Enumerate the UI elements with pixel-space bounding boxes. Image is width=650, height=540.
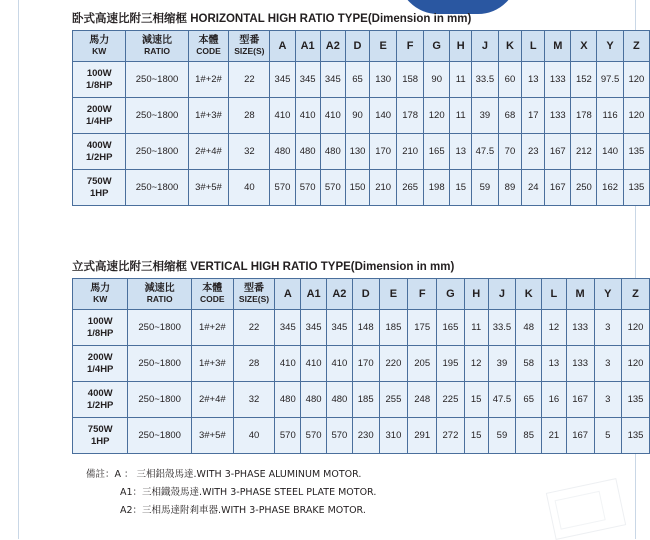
cell-code: 1#+3# (188, 98, 229, 134)
section-vertical-title-cn: 立式高速比附三相缩框 (72, 259, 187, 273)
cell-y: 3 (594, 310, 622, 346)
col-header-size-cn: 型番 (239, 35, 260, 46)
cell-j: 33.5 (472, 62, 498, 98)
col-header-k: K (498, 31, 522, 62)
cell-size: 22 (233, 310, 275, 346)
col-header-m: M (566, 279, 594, 310)
col-header-a2: A2 (327, 279, 353, 310)
cell-z: 135 (623, 170, 649, 206)
cell-l: 12 (542, 310, 567, 346)
cell-a2: 480 (327, 382, 353, 418)
col-header-ratio-cn: 減速比 (144, 283, 175, 294)
cell-z: 120 (623, 98, 649, 134)
cell-kw-watt: 100W (87, 315, 113, 327)
cell-j: 59 (488, 418, 516, 454)
cell-y: 5 (594, 418, 622, 454)
cell-f: 178 (397, 98, 424, 134)
cell-ratio: 250~1800 (128, 346, 192, 382)
cell-size: 40 (233, 418, 275, 454)
cell-kw-hp: 1HP (89, 187, 109, 199)
col-header-code-en: CODE (196, 46, 221, 56)
cell-l: 21 (542, 418, 567, 454)
cell-h: 11 (450, 62, 472, 98)
cell-code: 2#+4# (188, 134, 229, 170)
cell-a2: 570 (327, 418, 353, 454)
section-horizontal-title-en: HORIZONTAL HIGH RATIO TYPE(Dimension in mm) (190, 13, 472, 25)
cell-kw (73, 62, 126, 98)
page-watermark (546, 478, 626, 540)
col-header-g: G (424, 31, 450, 62)
cell-x: 152 (571, 62, 597, 98)
cell-z: 135 (622, 418, 650, 454)
cell-f: 265 (397, 170, 424, 206)
cell-kw (73, 98, 126, 134)
cell-m: 167 (566, 382, 594, 418)
section-vertical-title (72, 258, 650, 278)
cell-kw-hp: 1/4HP (86, 363, 114, 375)
cell-y: 97.5 (597, 62, 623, 98)
cell-h: 15 (464, 418, 488, 454)
cell-a2: 480 (320, 134, 345, 170)
cell-size: 32 (229, 134, 270, 170)
cell-a: 345 (270, 62, 295, 98)
cell-z: 120 (622, 346, 650, 382)
cell-a2: 345 (327, 310, 353, 346)
notes-block (86, 466, 376, 520)
cell-h: 11 (464, 310, 488, 346)
note-line-a2: A2：三相馬達附剎車器.WITH 3-PHASE BRAKE MOTOR. (120, 505, 366, 516)
cell-kw-watt: 750W (86, 175, 112, 187)
table-row (73, 418, 650, 454)
col-header-y: Y (594, 279, 622, 310)
cell-d: 150 (345, 170, 369, 206)
cell-m: 133 (566, 346, 594, 382)
cell-a1: 570 (295, 170, 320, 206)
col-header-a: A (275, 279, 301, 310)
col-header-kw-en: KW (93, 294, 108, 304)
cell-a: 410 (275, 346, 301, 382)
cell-d: 148 (352, 310, 379, 346)
cell-j: 39 (488, 346, 516, 382)
col-header-f: F (397, 31, 424, 62)
cell-a2: 570 (320, 170, 345, 206)
cell-code: 3#+5# (188, 170, 229, 206)
cell-x: 212 (571, 134, 597, 170)
cell-f: 205 (408, 346, 437, 382)
cell-e: 130 (370, 62, 397, 98)
cell-kw-watt: 200W (86, 103, 112, 115)
cell-kw-watt: 400W (86, 139, 112, 151)
cell-y: 116 (597, 98, 623, 134)
cell-m: 133 (545, 98, 571, 134)
col-header-d: D (345, 31, 369, 62)
cell-z: 120 (623, 62, 649, 98)
cell-kw (73, 346, 128, 382)
table-row (73, 98, 650, 134)
cell-a: 480 (270, 134, 295, 170)
col-header-g: G (437, 279, 465, 310)
col-header-f: F (408, 279, 437, 310)
col-header-k: K (516, 279, 542, 310)
col-header-a: A (270, 31, 295, 62)
section-horizontal-title-cn: 卧式高速比附三相缩框 (72, 11, 187, 25)
col-header-kw-en: KW (92, 46, 107, 56)
cell-g: 165 (424, 134, 450, 170)
cell-kw-hp: 1/2HP (86, 399, 114, 411)
col-header-j: J (488, 279, 516, 310)
cell-k: 60 (498, 62, 522, 98)
col-header-kw (73, 279, 128, 310)
cell-x: 178 (571, 98, 597, 134)
cell-a1: 410 (295, 98, 320, 134)
table-row (73, 62, 650, 98)
cell-g: 90 (424, 62, 450, 98)
cell-ratio: 250~1800 (126, 62, 188, 98)
cell-size: 40 (229, 170, 270, 206)
table-header-row (73, 31, 650, 62)
cell-a1: 345 (301, 310, 327, 346)
cell-m: 133 (566, 310, 594, 346)
cell-k: 48 (516, 310, 542, 346)
cell-a2: 410 (320, 98, 345, 134)
col-header-ratio-cn: 減速比 (142, 35, 173, 46)
table-row (73, 134, 650, 170)
cell-kw (73, 418, 128, 454)
cell-size: 32 (233, 382, 275, 418)
cell-g: 225 (437, 382, 465, 418)
cell-a: 410 (270, 98, 295, 134)
cell-a: 480 (275, 382, 301, 418)
cell-h: 15 (450, 170, 472, 206)
col-header-code-cn: 本體 (202, 283, 223, 294)
col-header-size (229, 31, 270, 62)
cell-y: 162 (597, 170, 623, 206)
cell-j: 47.5 (472, 134, 498, 170)
cell-f: 291 (408, 418, 437, 454)
cell-a1: 345 (295, 62, 320, 98)
cell-kw-hp: 1/8HP (86, 79, 113, 91)
col-header-l: L (522, 31, 545, 62)
cell-e: 140 (370, 98, 397, 134)
table-row (73, 346, 650, 382)
col-header-size-en: SIZE(S) (234, 46, 265, 56)
col-header-code (188, 31, 229, 62)
cell-f: 175 (408, 310, 437, 346)
cell-a: 570 (275, 418, 301, 454)
col-header-ratio-en: RATIO (144, 46, 170, 56)
cell-code: 2#+4# (191, 382, 233, 418)
col-header-ratio (128, 279, 192, 310)
col-header-size-cn: 型番 (244, 283, 265, 294)
cell-h: 12 (464, 346, 488, 382)
cell-d: 90 (345, 98, 369, 134)
col-header-e: E (379, 279, 408, 310)
cell-kw-hp: 1/2HP (86, 151, 113, 163)
col-header-code-cn: 本體 (198, 35, 219, 46)
col-header-kw-cn: 馬力 (90, 283, 111, 294)
horizontal-spec-table (72, 30, 650, 206)
cell-ratio: 250~1800 (128, 418, 192, 454)
cell-z: 120 (622, 310, 650, 346)
cell-f: 248 (408, 382, 437, 418)
section-horizontal (72, 10, 650, 206)
cell-e: 255 (379, 382, 408, 418)
col-header-h: H (450, 31, 472, 62)
col-header-a1: A1 (295, 31, 320, 62)
cell-ratio: 250~1800 (128, 310, 192, 346)
cell-k: 70 (498, 134, 522, 170)
col-header-size-en: SIZE(S) (238, 294, 270, 304)
cell-ratio: 250~1800 (128, 382, 192, 418)
col-header-code-en: CODE (200, 294, 225, 304)
cell-ratio: 250~1800 (126, 98, 188, 134)
page-left-rule (18, 0, 19, 539)
cell-e: 310 (379, 418, 408, 454)
cell-m: 167 (545, 134, 571, 170)
col-header-x: X (571, 31, 597, 62)
cell-m: 167 (545, 170, 571, 206)
note-line-a1: A1：三相鐵殼馬達.WITH 3-PHASE STEEL PLATE MOTOR. (120, 487, 377, 498)
cell-y: 140 (597, 134, 623, 170)
col-header-a2: A2 (320, 31, 345, 62)
section-horizontal-title (72, 10, 650, 30)
cell-k: 68 (498, 98, 522, 134)
cell-d: 65 (345, 62, 369, 98)
cell-kw-hp: 1/8HP (86, 327, 114, 339)
cell-kw (73, 170, 126, 206)
cell-e: 210 (370, 170, 397, 206)
section-vertical (72, 258, 650, 454)
table-header-row (73, 279, 650, 310)
cell-j: 47.5 (488, 382, 516, 418)
cell-code: 1#+3# (191, 346, 233, 382)
cell-g: 272 (437, 418, 465, 454)
cell-j: 33.5 (488, 310, 516, 346)
col-header-size (233, 279, 275, 310)
col-header-code (191, 279, 233, 310)
cell-a1: 480 (301, 382, 327, 418)
cell-k: 85 (516, 418, 542, 454)
cell-kw-watt: 100W (86, 67, 112, 79)
cell-code: 3#+5# (191, 418, 233, 454)
table-row (73, 170, 650, 206)
cell-ratio: 250~1800 (126, 134, 188, 170)
cell-kw-watt: 750W (87, 423, 113, 435)
col-header-kw-cn: 馬力 (89, 35, 110, 46)
cell-a1: 410 (301, 346, 327, 382)
cell-l: 13 (542, 346, 567, 382)
cell-a: 570 (270, 170, 295, 206)
cell-h: 13 (450, 134, 472, 170)
cell-l: 23 (522, 134, 545, 170)
cell-j: 39 (472, 98, 498, 134)
cell-m: 133 (545, 62, 571, 98)
cell-e: 170 (370, 134, 397, 170)
col-header-a1: A1 (301, 279, 327, 310)
cell-code: 1#+2# (188, 62, 229, 98)
cell-kw-hp: 1/4HP (86, 115, 113, 127)
cell-kw-hp: 1HP (90, 435, 110, 447)
cell-g: 195 (437, 346, 465, 382)
cell-l: 16 (542, 382, 567, 418)
cell-y: 3 (594, 382, 622, 418)
col-header-ratio-en: RATIO (146, 294, 173, 304)
cell-code: 1#+2# (191, 310, 233, 346)
cell-e: 185 (379, 310, 408, 346)
cell-x: 250 (571, 170, 597, 206)
col-header-m: M (545, 31, 571, 62)
cell-kw (73, 134, 126, 170)
cell-z: 135 (623, 134, 649, 170)
cell-kw (73, 310, 128, 346)
cell-a2: 410 (327, 346, 353, 382)
cell-l: 17 (522, 98, 545, 134)
cell-y: 3 (594, 346, 622, 382)
cell-g: 198 (424, 170, 450, 206)
table-row (73, 310, 650, 346)
cell-d: 230 (352, 418, 379, 454)
cell-g: 165 (437, 310, 465, 346)
note-line-a: 備註：A ： 三相鋁殼馬達.WITH 3-PHASE ALUMINUM MOTOR. (86, 469, 362, 480)
cell-kw (73, 382, 128, 418)
cell-z: 135 (622, 382, 650, 418)
cell-m: 167 (566, 418, 594, 454)
col-header-j: J (472, 31, 498, 62)
cell-kw-watt: 200W (87, 351, 113, 363)
cell-a1: 480 (295, 134, 320, 170)
cell-d: 130 (345, 134, 369, 170)
col-header-h: H (464, 279, 488, 310)
cell-a2: 345 (320, 62, 345, 98)
cell-g: 120 (424, 98, 450, 134)
cell-k: 65 (516, 382, 542, 418)
cell-d: 170 (352, 346, 379, 382)
cell-ratio: 250~1800 (126, 170, 188, 206)
cell-size: 22 (229, 62, 270, 98)
cell-h: 11 (450, 98, 472, 134)
cell-j: 59 (472, 170, 498, 206)
col-header-z: Z (623, 31, 649, 62)
cell-k: 58 (516, 346, 542, 382)
cell-kw-watt: 400W (87, 387, 113, 399)
cell-l: 13 (522, 62, 545, 98)
cell-h: 15 (464, 382, 488, 418)
cell-d: 185 (352, 382, 379, 418)
cell-size: 28 (233, 346, 275, 382)
section-vertical-title-en: VERTICAL HIGH RATIO TYPE(Dimension in mm) (190, 261, 455, 273)
cell-a1: 570 (301, 418, 327, 454)
cell-l: 24 (522, 170, 545, 206)
cell-e: 220 (379, 346, 408, 382)
col-header-l: L (542, 279, 567, 310)
cell-a: 345 (275, 310, 301, 346)
col-header-e: E (370, 31, 397, 62)
cell-f: 158 (397, 62, 424, 98)
col-header-d: D (352, 279, 379, 310)
table-row (73, 382, 650, 418)
cell-f: 210 (397, 134, 424, 170)
cell-k: 89 (498, 170, 522, 206)
vertical-spec-table (72, 278, 650, 454)
col-header-y: Y (597, 31, 623, 62)
col-header-ratio (126, 31, 188, 62)
col-header-z: Z (622, 279, 650, 310)
col-header-kw (73, 31, 126, 62)
cell-size: 28 (229, 98, 270, 134)
